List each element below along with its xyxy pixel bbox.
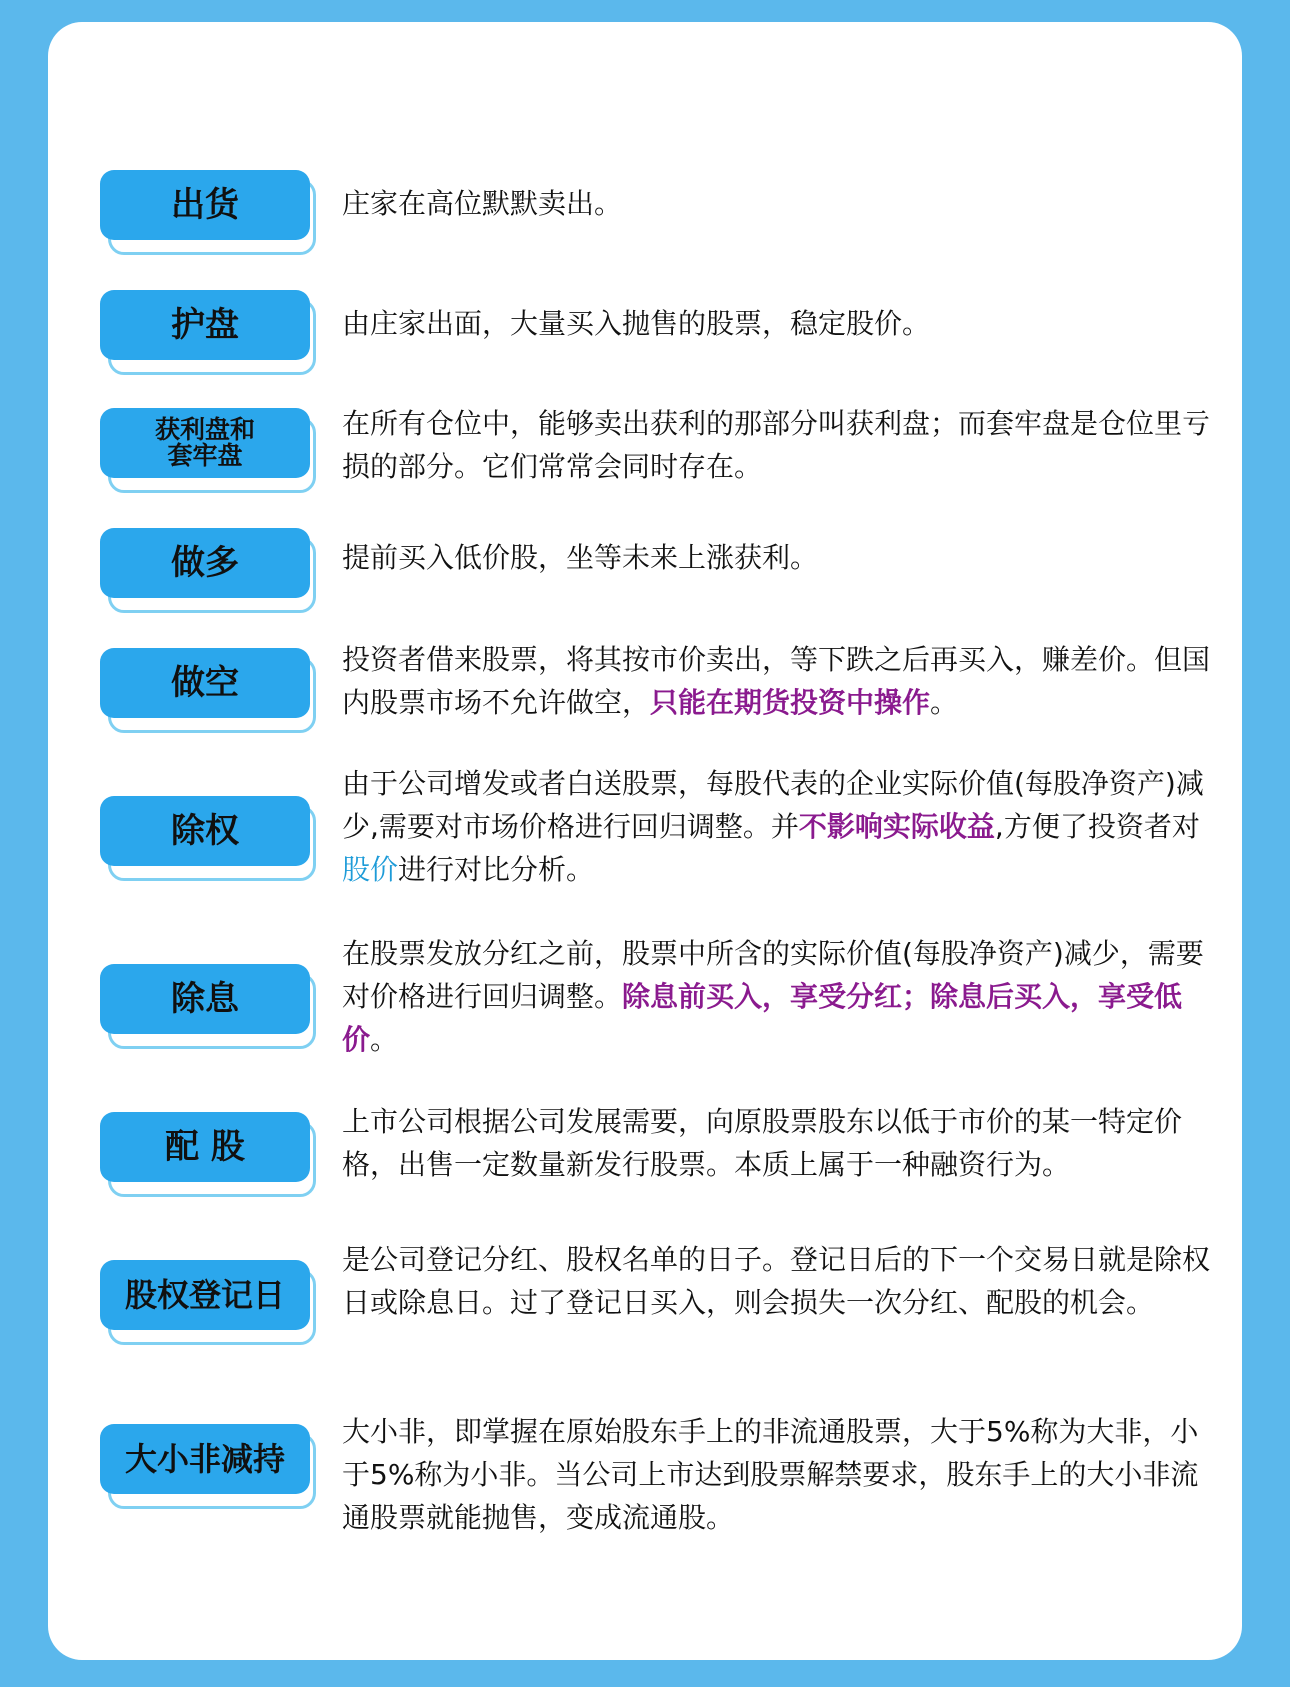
term-name: 做空 (100, 648, 310, 718)
term-name: 获利盘和 套牢盘 (100, 408, 310, 478)
term-name: 配 股 (100, 1112, 310, 1182)
term-description: 大小非，即掌握在原始股东手上的非流通股票，大于5%称为大非，小于5%称为小非。当公司上市达到股票解禁要求，股东手上的大小非流通股票就能抛售，变成流通股。 (342, 1415, 1199, 1534)
term-name: 大小非减持 (100, 1424, 310, 1494)
highlight-text: 除息前买入，享受分红；除息后买入，享受低价 (342, 980, 1183, 1056)
highlight-text: 股价 (342, 853, 399, 886)
term-name: 股权登记日 (100, 1260, 310, 1330)
term-name: 除权 (100, 796, 310, 866)
term-description: 投资者借来股票，将其按市价卖出，等下跌之后再买入，赚差价。但国内股票市场不允许做空，只能在期货投资中操作。 (342, 643, 1211, 719)
term-description: 在所有仓位中，能够卖出获利的那部分叫获利盘；而套牢盘是仓位里亏损的部分。它们常常会同时存在。 (342, 407, 1211, 483)
term-name: 做多 (100, 528, 310, 598)
highlight-text: 不影响实际收益 (798, 810, 995, 843)
term-description: 由于公司增发或者白送股票，每股代表的企业实际价值(每股净资产)减少,需要对市场价格进行回归调整。并不影响实际收益,方便了投资者对股价进行对比分析。 (342, 767, 1204, 886)
term-description: 由庄家出面，大量买入抛售的股票，稳定股价。 (342, 307, 931, 340)
term-name: 除息 (100, 964, 310, 1034)
term-description: 在股票发放分红之前，股票中所含的实际价值(每股净资产)减少，需要对价格进行回归调整。除息前买入，享受分红；除息后买入，享受低价。 (342, 937, 1204, 1056)
highlight-text: 只能在期货投资中操作 (650, 686, 931, 719)
term-description: 提前买入低价股，坐等未来上涨获利。 (342, 541, 819, 574)
term-name: 出货 (100, 170, 310, 240)
term-name: 护盘 (100, 290, 310, 360)
glossary-card (48, 22, 1242, 1660)
term-description: 是公司登记分红、股权名单的日子。登记日后的下一个交易日就是除权日或除息日。过了登记日买入，则会损失一次分红、配股的机会。 (342, 1243, 1211, 1319)
term-description: 庄家在高位默默卖出。 (342, 187, 623, 220)
term-description: 上市公司根据公司发展需要，向原股票股东以低于市价的某一特定价格，出售一定数量新发行股票。本质上属于一种融资行为。 (342, 1105, 1183, 1181)
